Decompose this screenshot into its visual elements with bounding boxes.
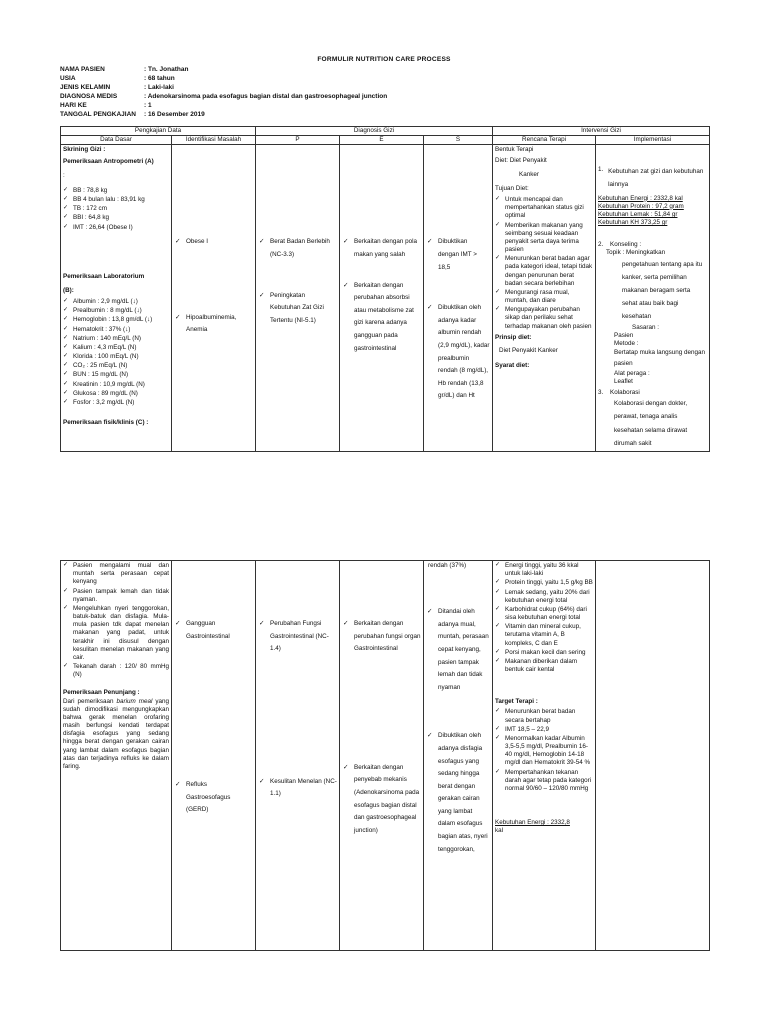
list-item: ✓ Klorida : 100 mEq/L (N) — [63, 353, 169, 361]
s-item: ✓ Ditandai oleh adanya mual, muntah, perasaan cepat kenyang, pasien tampak lemah dan tidak nyaman — [426, 606, 490, 694]
rencana-cell — [493, 145, 596, 452]
list-item: ✓ Albumin : 2,9 mg/dL (↓) — [63, 298, 169, 306]
p-item: ✓ Kesulitan Menelan (NC-1.1) — [258, 776, 337, 801]
target-heading: Target Terapi : — [495, 698, 538, 706]
patient-value: : 16 Desember 2019 — [144, 111, 205, 118]
list-item: ✓ Natrium : 140 mEq/L (N) — [63, 335, 169, 343]
s-item: ✓ Dibuktikan oleh adanya disfagia esofagus yang sedang hingga berat dengan gerakan cairan yang lambat dalam esofagus bagian atas, nyeri tenggorokan, — [426, 730, 490, 856]
tujuan-diet: Tujuan Diet: — [495, 184, 529, 192]
lab-list — [63, 298, 169, 407]
list-item: ✓ Energi tinggi, yaitu 36 kkal untuk laki-laki — [495, 562, 593, 578]
list-item: ✓ Pasien mengalami mual dan muntah serta perasaan cepat kenyang — [63, 562, 169, 587]
lab-heading-b: (B): — [63, 286, 74, 294]
antropometri-heading: Pemeriksaan Antropometri (A) — [63, 157, 154, 165]
list-item: ✓ Kreatinin : 10,9 mg/dL (N) — [63, 381, 169, 389]
list-item: ✓ Mengupayakan perubahan sikap dan perilaku sehat terhadap makanan oleh pasien — [495, 306, 593, 331]
care-table-part-2 — [60, 560, 710, 951]
list-item: ✓ BB : 78,8 kg — [63, 187, 169, 195]
antropometri-colon: : — [63, 171, 65, 179]
list-item: ✓ Hemoglobin : 13,8 gm/dL (↓) — [63, 316, 169, 324]
list-item: ✓ Mempertahankan tekanan darah agar tetap pada kategori normal 90/60 – 120/80 mmHg — [495, 769, 593, 794]
alat-peraga-label: Alat peraga : — [614, 369, 650, 377]
header-s: S — [424, 136, 493, 145]
identifikasi-item: ✓ Refluks Gastroesofagus (GERD) — [174, 779, 253, 817]
patient-row — [60, 93, 387, 102]
patient-label: NAMA PASIEN — [60, 66, 105, 73]
data-dasar-list — [63, 562, 169, 679]
s-item: ✓ Dibuktikan oleh adanya kadar albumin rendah (2,9 mg/dL), kadar prealbumin rendah (8 mg/dL), Hb rendah (13,8 gr/dL) dan Ht — [426, 302, 490, 403]
patient-row — [60, 102, 387, 111]
header-diagnosis: Diagnosis Gizi — [256, 127, 493, 136]
data-dasar-cell — [61, 145, 172, 452]
s-item: ✓ Dibuktikan dengan IMT > 18,5 — [426, 236, 490, 274]
impl-number: 1. — [598, 166, 604, 174]
diet-kanker: Kanker — [519, 170, 539, 178]
identifikasi-cell — [172, 561, 256, 951]
patient-label: USIA — [60, 75, 76, 82]
list-item: ✓ Tekanah darah : 120/ 80 mmHg (N) — [63, 663, 169, 679]
patient-value: : 1 — [144, 102, 152, 109]
sasaran-label: Sasaran : — [632, 323, 659, 331]
patient-row — [60, 84, 387, 93]
patient-row — [60, 75, 387, 84]
patient-value: : Adenokarsinoma pada esofagus bagian distal dan gastroesophageal junction — [144, 93, 388, 100]
kebutuhan-lemak: Kebutuhan Lemak : 51,84 gr — [598, 210, 678, 218]
kebutuhan-energi: Kebutuhan Energi : 2332,8 kal — [598, 194, 683, 202]
list-item: ✓ BBI : 64,8 kg — [63, 214, 169, 222]
konseling-topik-body: pengetahuan tentang apa itu kanker, serta pemilihan makanan beragam serta sehat atau baik bagi kesehatan — [622, 260, 703, 321]
list-item: ✓ Lemak sedang, yaitu 20% dari kebutuhan energi total — [495, 589, 593, 605]
list-item: ✓ Prealbumin : 8 mg/dL (↓) — [63, 307, 169, 315]
list-item: ✓ CO₂ : 25 mEq/L (N) — [63, 362, 169, 370]
patient-row — [60, 111, 387, 120]
impl-number: 3. — [598, 388, 604, 396]
e-cell — [340, 561, 424, 951]
list-item: ✓ Menurunkan berat badan secara bertahap — [495, 708, 593, 724]
list-item: ✓ Fosfor : 3,2 mg/dL (N) — [63, 399, 169, 407]
alat-peraga-value: Leaflet — [614, 377, 633, 385]
impl-item-1 — [598, 166, 707, 191]
bentuk-terapi: Bentuk Terapi — [495, 146, 534, 154]
implementasi-cell — [596, 561, 710, 951]
e-item: ✓ Berkaitan dengan penyebab mekanis (Adenokarsinoma pada esofagus bagian distal dan gastroesophageal junction) — [342, 762, 421, 838]
header-identifikasi: Identifikasi Masalah — [172, 136, 256, 145]
list-item: ✓ Mengurangi rasa mual, muntah, dan diare — [495, 289, 593, 305]
e-item: ✓ Berkaitan dengan pola makan yang salah — [342, 236, 421, 261]
e-item: ✓ Berkaitan dengan perubahan fungsi organ Gastrointestinal — [342, 618, 421, 656]
list-item: ✓ Menurunkan berat badan agar pada kategori ideal, tetapi tidak dengan penurunan berat badan secara berlebihan — [495, 255, 593, 288]
patient-value: : Tn. Jonathan — [144, 66, 189, 73]
header-pengkajian: Pengkajian Data — [61, 127, 256, 136]
kebutuhan-energi: Kebutuhan Energi : 2332,8 — [495, 819, 570, 827]
patient-value: : 68 tahun — [144, 75, 175, 82]
identifikasi-cell — [172, 145, 256, 452]
penunjang-body — [63, 698, 169, 772]
header-e: E — [340, 136, 424, 145]
list-item: ✓ IMT 18,5 – 22,9 — [495, 726, 593, 734]
patient-value: : Laki-laki — [144, 84, 174, 91]
impl-item-2 — [598, 241, 707, 249]
list-item: ✓ Karbohidrat cukup (64%) dari sisa kebutuhan energi total — [495, 606, 593, 622]
header-rencana: Rencana Terapi — [493, 136, 596, 145]
penunjang-text: yang sudah dimodifikasi mengungkapkan bahwa gerak menelan orofaring masih berfungsi kendati terdapat disfagia esofagus yang sedang hingga berat dengan gerakan cairan yang lambat dalam esofagus bagian atas dan terjadinya refluks ke dalam faring. — [63, 697, 170, 770]
s-continued: rendah (37%) — [428, 562, 467, 569]
p-cell — [256, 561, 340, 951]
antropometri-list — [63, 187, 169, 232]
syarat-list — [495, 562, 593, 674]
impl-text: Kolaborasi — [610, 388, 640, 396]
s-cell — [424, 561, 493, 951]
target-list — [495, 708, 593, 793]
impl-text: Konseling : — [610, 241, 642, 249]
list-item: ✓ Glukosa : 89 mg/dL (N) — [63, 390, 169, 398]
rencana-cell — [493, 561, 596, 951]
diet-label: Diet: Diet Penyakit — [495, 156, 547, 164]
kebutuhan-kh: Kebutuhan KH 373,25 gr — [598, 219, 668, 227]
patient-info — [60, 66, 387, 120]
identifikasi-item: ✓ Obese I — [174, 236, 253, 248]
list-item: ✓ Pasien tampak lemah dan tidak nyaman. — [63, 588, 169, 604]
prinsip-diet: Prinsip diet: — [495, 333, 532, 341]
implementasi-cell — [596, 145, 710, 452]
e-cell — [340, 145, 424, 452]
impl-item-3 — [598, 389, 707, 397]
form-title: FORMULIR NUTRITION CARE PROCESS — [317, 56, 451, 63]
identifikasi-item: ✓ Hipoalbuminemia, Anemia — [174, 312, 253, 336]
patient-label: DIAGNOSA MEDIS — [60, 93, 118, 100]
kebutuhan-protein: Kebutuhan Protein : 97,2 gram — [598, 202, 684, 210]
header-implementasi: Implementasi — [596, 136, 710, 145]
p-item: ✓ Peningkatan Kebutuhan Zat Gizi Tertentu (NI-5.1) — [258, 290, 337, 328]
list-item: ✓ Protein tinggi, yaitu 1,5 g/kg BB — [495, 579, 593, 587]
list-item: ✓ Menormalkan kadar Albumin 3,5-5,5 mg/dl, Prealbumin 16-40 mg/dl, Hemoglobin 14-18 mg/dl dan Hematokrit 39-54 % — [495, 735, 593, 768]
header-p: P — [256, 136, 340, 145]
list-item: ✓ BB 4 bulan lalu : 83,91 kg — [63, 196, 169, 204]
syarat-diet: Syarat diet: — [495, 362, 530, 370]
penunjang-heading: Pemeriksaan Penunjang : — [63, 689, 140, 697]
list-item: ✓ Memberikan makanan yang seimbang sesuai keadaan penyakit serta daya terima pasien — [495, 222, 593, 255]
identifikasi-item: ✓ Gangguan Gastrointestinal — [174, 618, 253, 643]
impl-number: 2. — [598, 241, 604, 249]
sasaran-value: Pasien — [614, 331, 634, 339]
data-dasar-cell — [61, 561, 172, 951]
e-item: ✓ Berkaitan dengan perubahan absorbsi atau metabolisme zat gizi karena adanya gangguan pada gastrointestinal — [342, 280, 421, 356]
metode-label: Metode : — [614, 340, 639, 347]
list-item: ✓ Vitamin dan mineral cukup, terutama vitamin A, B kompleks, C dan E — [495, 623, 593, 648]
list-item: ✓ Hematokrit : 37% (↓) — [63, 326, 169, 334]
patient-label: JENIS KELAMIN — [60, 84, 111, 91]
patient-label: HARI KE — [60, 102, 87, 109]
list-item: ✓ TB : 172 cm — [63, 205, 169, 213]
list-item: ✓ Porsi makan kecil dan sering — [495, 649, 593, 657]
patient-label: TANGGAL PENGKAJIAN — [60, 111, 136, 118]
header-intervensi: Intervensi Gizi — [493, 127, 710, 136]
lab-heading: Pemeriksaan Laboratorium — [63, 272, 145, 280]
tujuan-list — [495, 196, 593, 331]
list-item: ✓ IMT : 26,64 (Obese I) — [63, 224, 169, 232]
metode-value: Bertatap muka langsung dengan pasien — [614, 349, 706, 367]
fisik-heading: Pemeriksaan fisik/klinis (C) : — [63, 419, 149, 427]
patient-row — [60, 66, 387, 75]
kebutuhan-energi-unit: kal — [495, 827, 504, 835]
penunjang-text: Dari pemeriksaan — [63, 697, 114, 705]
list-item: ✓ Untuk mencapai dan mempertahankan status gizi optimal — [495, 196, 593, 221]
list-item: ✓ BUN : 15 mg/dL (N) — [63, 371, 169, 379]
header-data-dasar: Data Dasar — [61, 136, 172, 145]
p-cell — [256, 145, 340, 452]
prinsip-diet-value: Diet Penyakit Kanker — [499, 346, 558, 354]
konseling-topik: Topik : Meningkatkan — [606, 249, 666, 257]
list-item: ✓ Makanan diberikan dalam bentuk cair kental — [495, 658, 593, 674]
impl-text: Kebutuhan zat gizi dan kebutuhan lainnya — [608, 168, 704, 188]
kolaborasi-body: Kolaborasi dengan dokter, perawat, tenaga analis kesehatan selama dirawat dirumah sakit — [614, 400, 688, 447]
p-item: ✓ Perubahan Fungsi Gastrointestinal (NC-1.4) — [258, 618, 337, 656]
p-item: ✓ Berat Badan Berlebih (NC-3.3) — [258, 236, 337, 261]
skrining-heading: Skrining Gizi : — [63, 146, 106, 154]
s-cell — [424, 145, 493, 452]
care-table-part-1 — [60, 126, 710, 452]
list-item: ✓ Kalium : 4,3 mEq/L (N) — [63, 344, 169, 352]
penunjang-italic: barium meal — [116, 697, 153, 705]
list-item: ✓ Mengeluhkan nyeri tenggorokan, batuk-batuk dan disfagia. Mula-mula pasien tdk dapat menelan makanan yang padat, untuk terakhir ini disusul dengan kesulitan menelan makanan yang cair. — [63, 605, 169, 662]
